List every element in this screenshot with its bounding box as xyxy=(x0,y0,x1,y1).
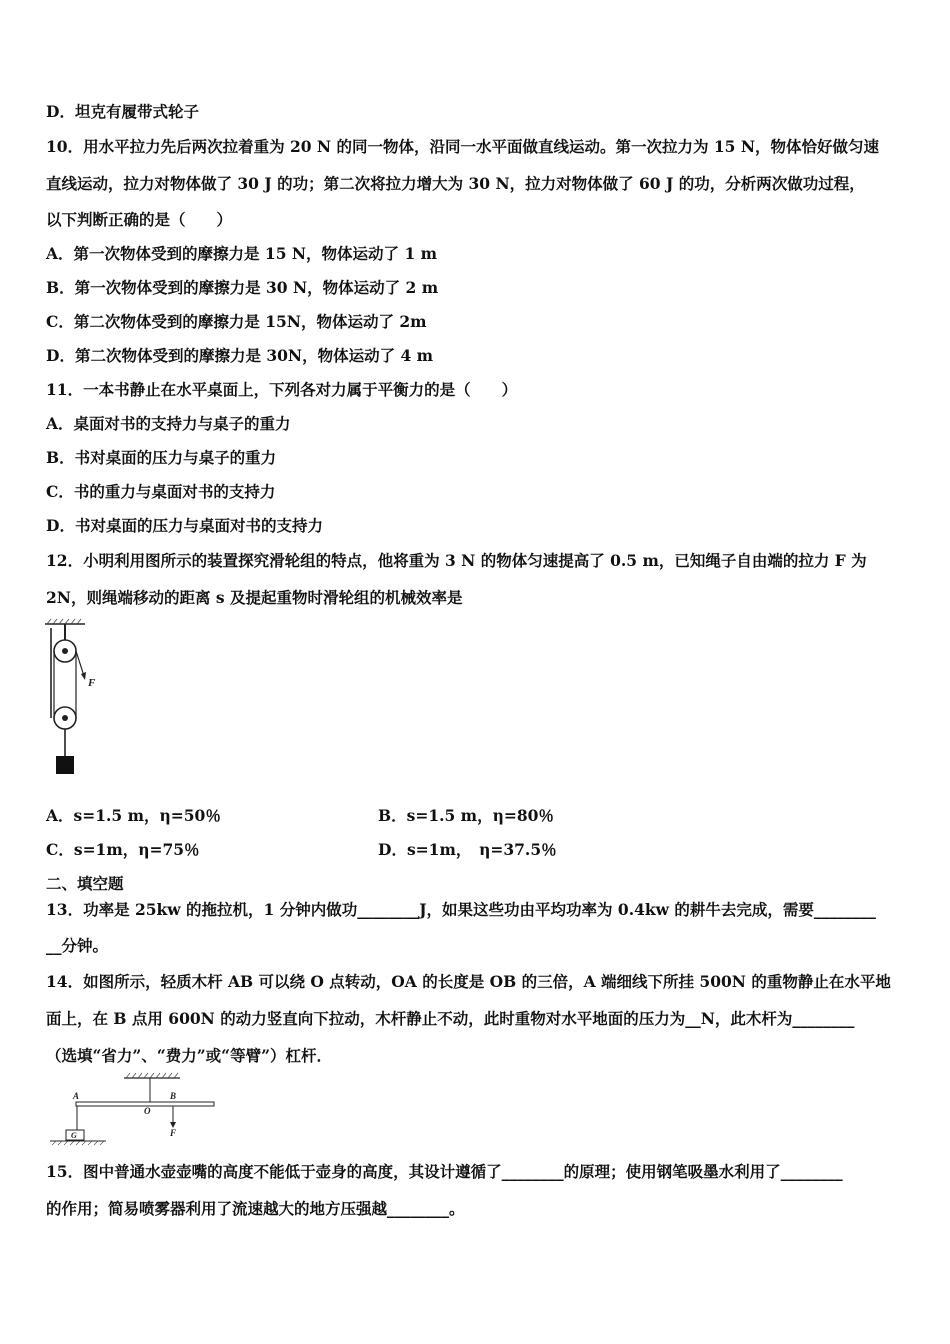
q12-option-a: A．s=1.5 m，η=50％ xyxy=(46,806,221,825)
q10-stem-line3: 以下判断正确的是（ ） xyxy=(46,210,233,229)
pulley-force-label: F xyxy=(88,677,96,689)
q15-stem-line2: 的作用；简易喷雾器利用了流速越大的地方压强越________。 xyxy=(46,1199,465,1218)
q13-stem-line1: 13．功率是 25kw 的拖拉机，1 分钟内做功________J，如果这些功由平均功率为 0.4kw 的耕牛去完成，需要________ xyxy=(46,900,876,919)
q12-option-b: B．s=1.5 m，η=80％ xyxy=(378,806,554,825)
q12-option-c: C．s=1m，η=75％ xyxy=(46,840,200,859)
lever-label-a: A xyxy=(73,1091,80,1101)
lever-label-f: F xyxy=(170,1128,177,1138)
lever-figure xyxy=(46,1070,226,1146)
weight-block xyxy=(56,756,74,774)
q14-stem-line1: 14．如图所示，轻质木杆 AB 可以绕 O 点转动，OA 的长度是 OB 的三倍，A 端细线下所挂 500N 的重物静止在水平地 xyxy=(46,972,891,991)
q10-option-c: C．第二次物体受到的摩擦力是 15N，物体运动了 2m xyxy=(46,312,427,331)
q14-stem-line3: （选填“省力”、“费力”或“等臂”）杠杆． xyxy=(46,1046,332,1065)
q13-stem-line2: __分钟。 xyxy=(46,936,109,955)
q10-option-d: D．第二次物体受到的摩擦力是 30N，物体运动了 4 m xyxy=(46,346,434,365)
q11-option-b: B．书对桌面的压力与桌子的重力 xyxy=(46,448,277,467)
q10-stem-line1: 10．用水平拉力先后两次拉着重为 20 N 的同一物体，沿同一水平面做直线运动。第一次拉力为 15 N，物体恰好做匀速 xyxy=(46,137,880,156)
section-title-fill-in: 二、填空题 xyxy=(46,874,124,893)
pulley-figure xyxy=(40,618,110,780)
q15-stem-line1: 15．图中普通水壶壶嘴的高度不能低于壶身的高度，其设计遵循了________的原理；使用钢笔吸墨水利用了________ xyxy=(46,1162,843,1181)
q12-stem-line1: 12．小明利用图所示的装置探究滑轮组的特点，他将重为 3 N 的物体匀速提高了 0.5 m，已知绳子自由端的拉力 F 为 xyxy=(46,551,867,570)
lever-label-g: G xyxy=(71,1131,77,1140)
q14-stem-line2: 面上，在 B 点用 600N 的动力竖直向下拉动，木杆静止不动，此时重物对水平地面的压力为__N，此木杆为________ xyxy=(46,1009,855,1028)
q12-option-d: D．s=1m， η=37.5％ xyxy=(378,840,557,859)
lever-label-o: O xyxy=(144,1106,151,1116)
q11-stem: 11．一本书静止在水平桌面上，下列各对力属于平衡力的是（ ） xyxy=(46,380,518,399)
q10-stem-line2: 直线运动，拉力对物体做了 30 J 的功；第二次将拉力增大为 30 N，拉力对物体做了 60 J 的功，分析两次做功过程， xyxy=(46,174,865,193)
q12-stem-line2: 2N，则绳端移动的距离 s 及提起重物时滑轮组的机械效率是 xyxy=(46,588,463,607)
q11-option-c: C．书的重力与桌面对书的支持力 xyxy=(46,482,276,501)
q10-option-a: A．第一次物体受到的摩擦力是 15 N，物体运动了 1 m xyxy=(46,244,438,263)
lever-label-b: B xyxy=(170,1091,177,1101)
q10-option-b: B．第一次物体受到的摩擦力是 30 N，物体运动了 2 m xyxy=(46,278,439,297)
q11-option-d: D．书对桌面的压力与桌面对书的支持力 xyxy=(46,516,323,535)
q9-option-d: D．坦克有履带式轮子 xyxy=(46,102,199,121)
q11-option-a: A．桌面对书的支持力与桌子的重力 xyxy=(46,414,291,433)
